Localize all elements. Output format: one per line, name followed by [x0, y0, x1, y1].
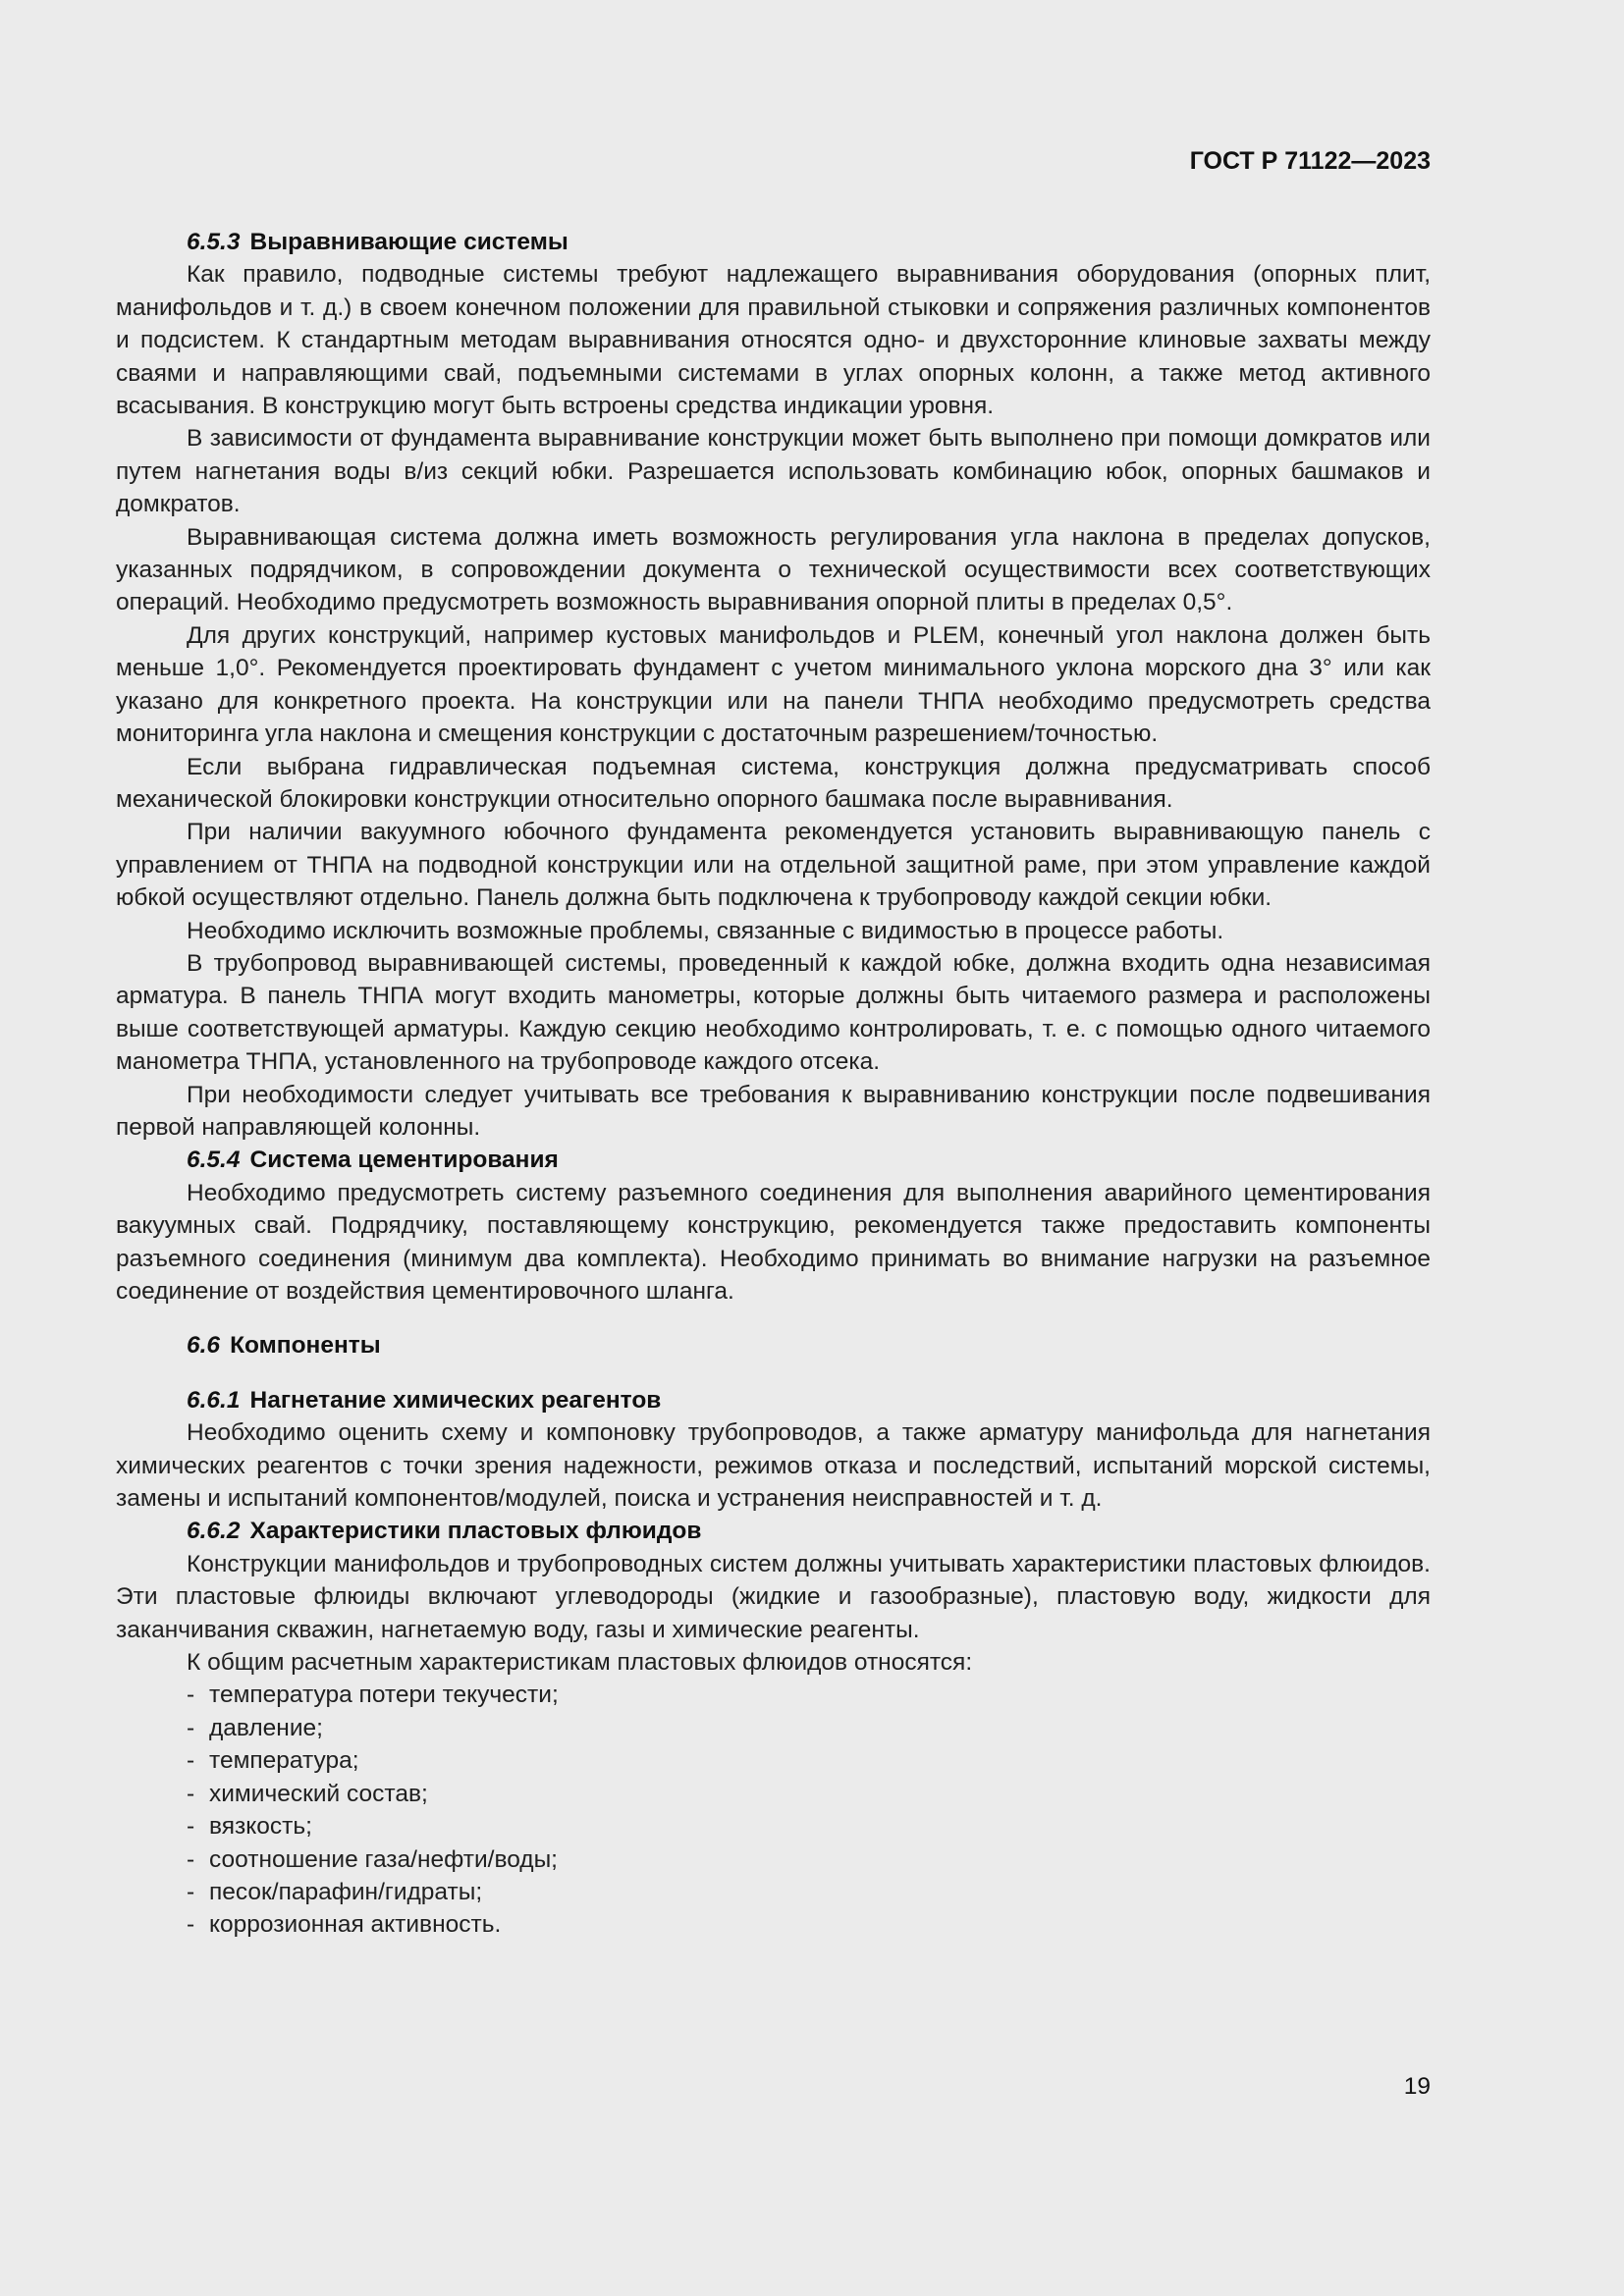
bullet-list [116, 1679, 1431, 1941]
section-heading-6-6-1 [116, 1384, 1431, 1416]
paragraph: Необходимо оценить схему и компоновку трубопроводов, а также арматуру манифольда для нагнетания химических реагентов с точки зрения надежности, режимов отказа и последствий, испытаний морской системы, замены и испытаний компонентов/модулей, поиска и устранения неисправностей и т. д. [116, 1419, 1431, 1513]
section-title: Компоненты [230, 1332, 381, 1360]
list-item-text: соотношение газа/нефти/воды; [209, 1845, 558, 1873]
section-number: 6.5.3 [187, 229, 241, 255]
list-item [116, 1843, 1431, 1876]
paragraph: Если выбрана гидравлическая подъемная система, конструкция должна предусматривать способ механической блокировки конструкции относительно опорного башмака после выравнивания. [116, 753, 1431, 813]
section-number: 6.5.4 [187, 1147, 241, 1174]
list-dash: - [187, 1682, 195, 1709]
list-dash: - [187, 1878, 195, 1905]
list-dash: - [187, 1714, 195, 1741]
list-item [116, 1876, 1431, 1908]
list-item-text: температура потери текучести; [209, 1682, 559, 1709]
section-number: 6.6 [187, 1332, 221, 1360]
list-item-text: коррозионная активность. [209, 1911, 502, 1939]
list-item-text: температура; [209, 1747, 359, 1775]
list-item [116, 1744, 1431, 1777]
section-heading-6-5-3 [116, 226, 1431, 258]
list-item [116, 1810, 1431, 1842]
list-item-text: давление; [209, 1714, 323, 1741]
document-id-header: ГОСТ Р 71122—2023 [1189, 147, 1431, 175]
list-dash: - [187, 1780, 195, 1807]
list-item-text: вязкость; [209, 1813, 312, 1841]
section-heading-6-5-4 [116, 1144, 1431, 1176]
paragraph: Необходимо предусмотреть систему разъемного соединения для выполнения аварийного цементирования вакуумных свай. Подрядчику, поставляющему конструкцию, рекомендуется также предоставить компоненты разъемного соединения (минимум два комплекта). Необходимо принимать во внимание нагрузки на разъемное соединение от воздействия цементировочного шланга. [116, 1179, 1431, 1305]
list-item [116, 1778, 1431, 1810]
list-dash: - [187, 1813, 195, 1841]
paragraph: Для других конструкций, например кустовых манифольдов и PLEM, конечный угол наклона должен быть меньше 1,0°. Рекомендуется проектировать фундамент с учетом минимального уклона морского дна 3° или как указано для конкретного проекта. На конструкции или на панели ТНПА необходимо предусмотреть средства мониторинга угла наклона и смещения конструкции с достаточным разрешением/точностью. [116, 621, 1431, 748]
paragraph: Необходимо исключить возможные проблемы, связанные с видимостью в процессе работы. [187, 917, 1224, 944]
page-number: 19 [1403, 2073, 1431, 2100]
section-number: 6.6.2 [187, 1518, 241, 1545]
paragraph: Конструкции манифольдов и трубопроводных систем должны учитывать характеристики пластовых флюидов. Эти пластовые флюиды включают углеводороды (жидкие и газообразные), пластовую воду, жидкости для заканчивания скважин, нагнетаемую воду, газы и химические реагенты. [116, 1550, 1431, 1643]
section-title: Характеристики пластовых флюидов [249, 1518, 702, 1545]
list-item-text: химический состав; [209, 1780, 428, 1807]
list-item [116, 1712, 1431, 1744]
paragraph: К общим расчетным характеристикам пластовых флюидов относятся: [187, 1649, 973, 1677]
list-item [116, 1908, 1431, 1941]
list-item [116, 1679, 1431, 1711]
list-dash: - [187, 1911, 195, 1939]
section-heading-6-6 [116, 1329, 1431, 1362]
section-title: Система цементирования [249, 1147, 559, 1174]
paragraph: В трубопровод выравнивающей системы, проведенный к каждой юбке, должна входить одна независимая арматура. В панель ТНПА могут входить манометры, которые должны быть читаемого размера и расположены выше соответствующей арматуры. Каждую секцию необходимо контролировать, т. е. с помощью одного читаемого манометра ТНПА, установленного на трубопроводе каждого отсека. [116, 949, 1431, 1076]
paragraph: Как правило, подводные системы требуют надлежащего выравнивания оборудования (опорных плит, манифольдов и т. д.) в своем конечном положении для правильной стыковки и сопряжения различных компонентов и подсистем. К стандартным методам выравнивания относятся одно- и двухсторонние клиновые захваты между сваями и направляющими свай, подъемными системами в углах опорных колонн, а также метод активного всасывания. В конструкцию могут быть встроены средства индикации уровня. [116, 261, 1431, 420]
list-dash: - [187, 1747, 195, 1775]
section-number: 6.6.1 [187, 1386, 241, 1414]
section-title: Нагнетание химических реагентов [249, 1386, 662, 1414]
page-content [116, 226, 1431, 1942]
list-item-text: песок/парафин/гидраты; [209, 1878, 483, 1905]
section-heading-6-6-2 [116, 1515, 1431, 1547]
paragraph: При необходимости следует учитывать все требования к выравниванию конструкции после подвешивания первой направляющей колонны. [116, 1081, 1431, 1141]
paragraph: Выравнивающая система должна иметь возможность регулирования угла наклона в пределах допусков, указанных подрядчиком, в сопровождении документа о технической осуществимости всех соответствующих операций. Необходимо предусмотреть возможность выравнивания опорной плиты в пределах 0,5°. [116, 523, 1431, 616]
paragraph: При наличии вакуумного юбочного фундамента рекомендуется установить выравнивающую панель с управлением от ТНПА на подводной конструкции или на отдельной защитной раме, при этом управление каждой юбкой осуществляют отдельно. Панель должна быть подключена к трубопроводу каждой секции юбки. [116, 819, 1431, 912]
section-title: Выравнивающие системы [249, 229, 568, 255]
paragraph: В зависимости от фундамента выравнивание конструкции может быть выполнено при помощи домкратов или путем нагнетания воды в/из секций юбки. Разрешается использовать комбинацию юбок, опорных башмаков и домкратов. [116, 425, 1431, 518]
list-dash: - [187, 1845, 195, 1873]
